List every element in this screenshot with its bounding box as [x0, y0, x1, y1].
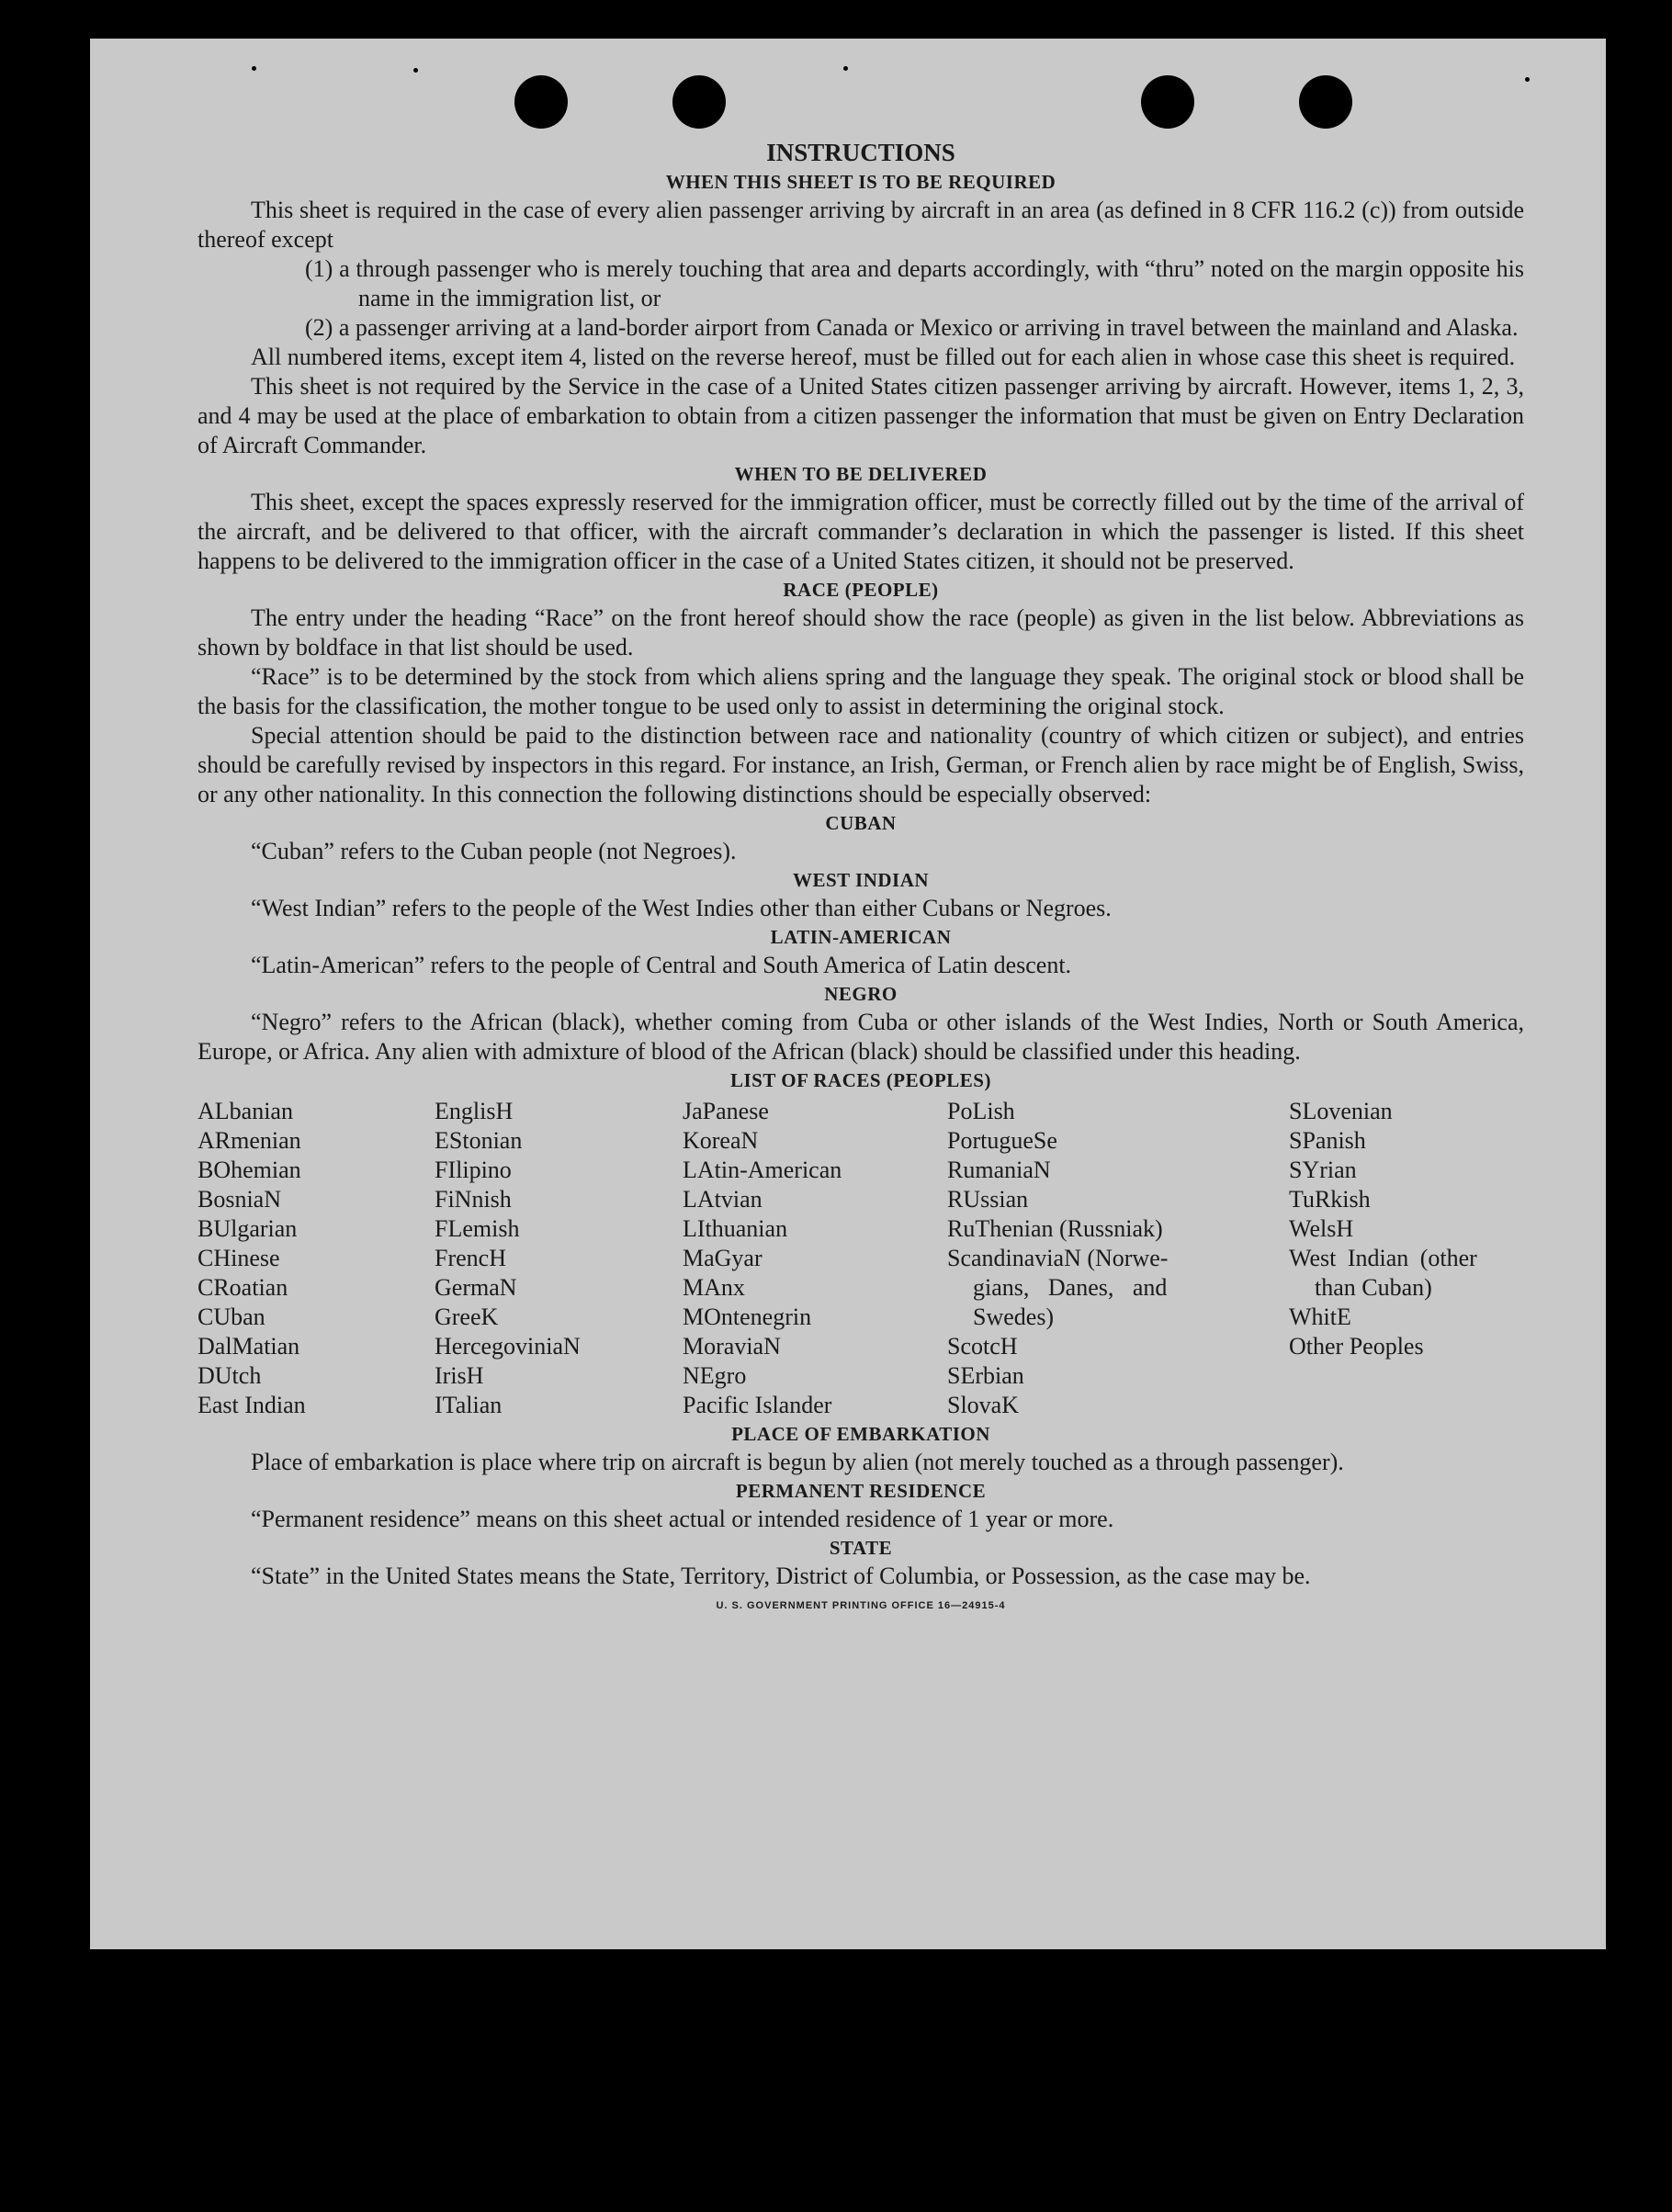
race-item: Other Peoples [1289, 1333, 1424, 1360]
section-heading-required: WHEN THIS SHEET IS TO BE REQUIRED [665, 171, 1056, 193]
race-item: WhitE [1289, 1304, 1351, 1330]
race-item: BosniaN [198, 1186, 281, 1213]
race-item: CUban [198, 1304, 265, 1330]
race-item: BUlgarian [198, 1215, 298, 1242]
race-item: GreeK [435, 1304, 499, 1330]
paragraph: “Negro” refers to the African (black), whether coming from Cuba or other islands of the West Indies, North or South America, Europe, or Africa. Any alien with admixture of blood of the African (black) should be classified under this heading. [198, 1009, 1524, 1065]
race-item: IrisH [435, 1362, 484, 1389]
race-item: DUtch [198, 1362, 262, 1389]
instructions-content [198, 137, 1524, 1611]
punch-hole [1141, 75, 1194, 129]
race-item: MOntenegrin [683, 1304, 812, 1330]
paragraph: This sheet is required in the case of every alien passenger arriving by aircraft in an area (as defined in 8 CFR 116.2 (c)) from outside thereof except [198, 197, 1524, 253]
race-item: MoraviaN [683, 1333, 781, 1360]
race-item: KoreaN [683, 1127, 759, 1154]
race-item: RumaniaN [947, 1157, 1051, 1183]
race-item: MaGyar [683, 1245, 763, 1271]
race-item: East Indian [198, 1392, 306, 1418]
race-item: PoLish [947, 1098, 1015, 1124]
races-column-5 [1289, 1097, 1477, 1361]
section-heading-cuban: CUBAN [825, 812, 897, 834]
races-column-2 [435, 1097, 581, 1420]
punch-hole [1299, 75, 1352, 129]
race-item: HercegoviniaN [435, 1333, 581, 1360]
race-item: ARmenian [198, 1127, 301, 1154]
race-item: SlovaK [947, 1392, 1019, 1418]
race-item: MAnx [683, 1274, 745, 1301]
race-item: DalMatian [198, 1333, 300, 1360]
paragraph: Special attention should be paid to the distinction between race and nationality (country of which citizen or subject), and entries should be carefully revised by inspectors in this regard. For instance, an Irish, German, or French alien by race might be of English, Swiss, or any other nationality. In this connection the following distinctions should be especially observed: [198, 722, 1524, 807]
paragraph: Place of embarkation is place where trip on aircraft is begun by alien (not merely touched as a through passenger). [251, 1449, 1344, 1475]
speck [843, 66, 848, 71]
race-item: SYrian [1289, 1157, 1357, 1183]
races-column-4 [947, 1097, 1168, 1420]
races-column-1 [198, 1097, 306, 1420]
race-item: WelsH [1289, 1215, 1354, 1242]
race-item: ALbanian [198, 1098, 293, 1124]
race-item: RuThenian (Russniak) [947, 1215, 1163, 1242]
punch-hole [672, 75, 726, 129]
race-item-continued: than Cuban) [1315, 1274, 1432, 1301]
race-item: EnglisH [435, 1098, 514, 1124]
printer-imprint: U. S. GOVERNMENT PRINTING OFFICE 16—24915-4 [716, 1600, 1006, 1611]
race-item: FIlipino [435, 1157, 512, 1183]
race-item: NEgro [683, 1362, 747, 1389]
punch-hole [514, 75, 568, 129]
race-item: RUssian [947, 1186, 1029, 1213]
race-item: EStonian [435, 1127, 523, 1154]
races-column-3 [683, 1097, 842, 1420]
section-heading-negro: NEGRO [824, 983, 898, 1005]
race-item: LAtin-American [683, 1157, 842, 1183]
race-item: GermaN [435, 1274, 517, 1301]
race-item: ScandinaviaN (Norwe- [947, 1245, 1169, 1271]
section-heading-latin-american: LATIN-AMERICAN [770, 926, 952, 948]
race-item: West Indian (other [1289, 1245, 1477, 1271]
race-item: ScotcH [947, 1333, 1018, 1360]
race-item: LIthuanian [683, 1215, 788, 1242]
paragraph: “Latin-American” refers to the people of Central and South America of Latin descent. [251, 952, 1072, 978]
race-item: Pacific Islander [683, 1392, 832, 1418]
section-heading-embarkation: PLACE OF EMBARKATION [731, 1423, 990, 1445]
section-heading-state: STATE [829, 1537, 893, 1559]
race-item: PortugueSe [947, 1127, 1057, 1154]
race-item: SErbian [947, 1362, 1024, 1389]
speck [1525, 77, 1530, 82]
race-item: LAtvian [683, 1186, 763, 1213]
race-item-continued: gians, Danes, and [973, 1274, 1168, 1301]
race-item: CHinese [198, 1245, 280, 1271]
document-sheet [90, 39, 1606, 1949]
race-item-continued: Swedes) [973, 1304, 1055, 1330]
paragraph: “Cuban” refers to the Cuban people (not Negroes). [251, 838, 737, 864]
race-item: ITalian [435, 1392, 503, 1418]
race-item: SPanish [1289, 1127, 1366, 1154]
race-item: CRoatian [198, 1274, 288, 1301]
paragraph: “Race” is to be determined by the stock from which aliens spring and the language they speak. The original stock or blood shall be the basis for the classification, the mother tongue to be used only to assist in determining the original stock. [198, 663, 1524, 719]
numbered-item: (2) a passenger arriving at a land-border airport from Canada or Mexico or arriving in travel between the mainland and Alaska. [305, 314, 1519, 341]
race-item: JaPanese [683, 1098, 769, 1124]
paragraph: “Permanent residence” means on this sheet actual or intended residence of 1 year or more. [251, 1506, 1114, 1532]
document-title: INSTRUCTIONS [766, 139, 955, 166]
numbered-item: (1) a through passenger who is merely touching that area and departs accordingly, with “thru” noted on the margin opposite his name in the immigration list, or [305, 255, 1524, 311]
race-item: BOhemian [198, 1157, 301, 1183]
section-heading-list-of-races: LIST OF RACES (PEOPLES) [730, 1069, 991, 1091]
paragraph: All numbered items, except item 4, listed on the reverse hereof, must be filled out for each alien in whose case this sheet is required. [251, 344, 1516, 370]
paragraph: This sheet is not required by the Service in the case of a United States citizen passenger arriving by aircraft. However, items 1, 2, 3, and 4 may be used at the place of embarkation to obtain from a citizen passenger the information that must be given on Entry Declaration of Aircraft Commander. [198, 373, 1524, 458]
race-item: TuRkish [1289, 1186, 1371, 1213]
speck [252, 66, 256, 71]
section-heading-race: RACE (PEOPLE) [783, 579, 939, 601]
race-item: FiNnish [435, 1186, 512, 1213]
paragraph: The entry under the heading “Race” on the front hereof should show the race (people) as given in the list below. Abbreviations as shown by boldface in that list should be used. [198, 604, 1524, 660]
section-heading-west-indian: WEST INDIAN [792, 869, 930, 891]
race-item: FLemish [435, 1215, 520, 1242]
paragraph: “State” in the United States means the State, Territory, District of Columbia, or Possession, as the case may be. [251, 1563, 1311, 1589]
paragraph: “West Indian” refers to the people of the West Indies other than either Cubans or Negroes. [251, 895, 1112, 921]
speck [413, 68, 418, 73]
section-heading-residence: PERMANENT RESIDENCE [735, 1480, 987, 1502]
paragraph: This sheet, except the spaces expressly reserved for the immigration officer, must be correctly filled out by the time of the arrival of the aircraft, and be delivered to that officer, with the aircraft commander’s declaration in which the passenger is listed. If this sheet happens to be delivered to the immigration officer in the case of a United States citizen, it should not be preserved. [198, 489, 1524, 574]
race-item: SLovenian [1289, 1098, 1393, 1124]
race-item: FrencH [435, 1245, 506, 1271]
section-heading-delivered: WHEN TO BE DELIVERED [734, 463, 988, 485]
races-list [198, 1097, 1524, 1420]
